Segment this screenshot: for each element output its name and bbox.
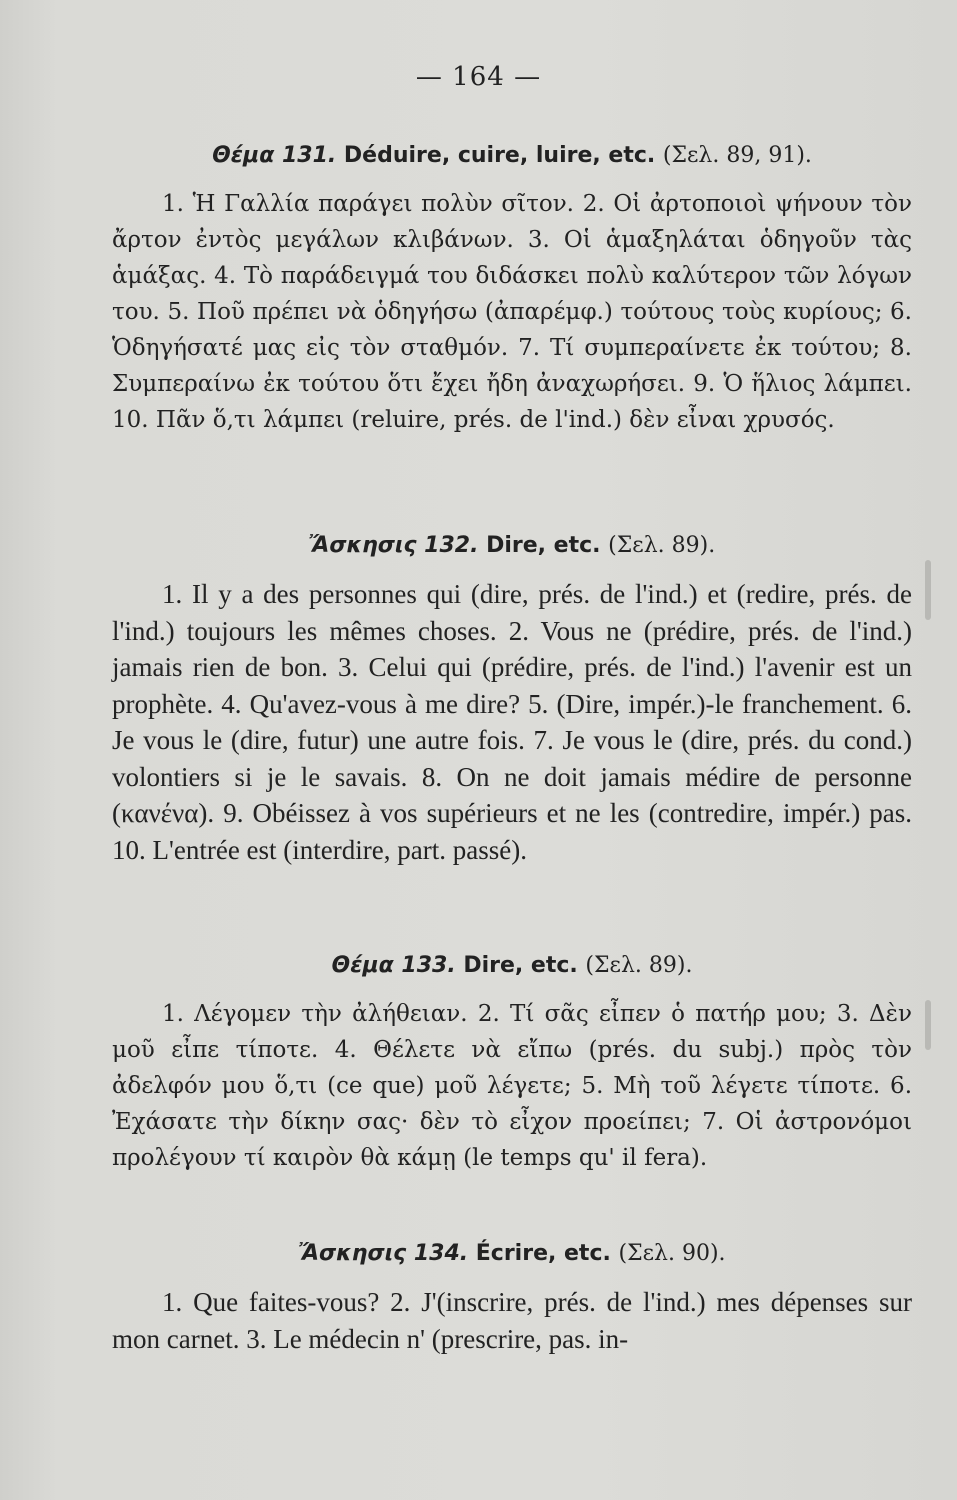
section-heading	[112, 530, 912, 558]
section-heading	[112, 1238, 912, 1266]
exercise-text: 1. Λέγομεν τὴν ἀλήθειαν. 2. Τί σᾶς εἶπεν ὁ πατήρ μου; 3. Δὲν μοῦ εἶπε τίποτε. 4. Θέλετε νὰ εἴπω (prés. du subj.) πρὸς τὸν ἀδελφόν μου ὅ,τι (ce que) μοῦ λέγετε; 5. Μὴ τοῦ λέγετε τίποτε. 6. Ἐχάσατε τὴν δίκην σας· δὲν τὸ εἶχον προείπει; 7. Οἱ ἀστρονόμοι προλέγουν τί καιρὸν θὰ κάμῃ (le temps qu' il fera).	[112, 1001, 912, 1171]
section-number: 134.	[413, 1241, 469, 1266]
section-number: 132.	[424, 533, 479, 558]
section-page-ref: (Σελ. 90).	[618, 1241, 726, 1266]
section-kind: Ἄσκησις	[298, 1241, 407, 1266]
section-kind: Θέμα	[212, 143, 275, 168]
section-heading	[112, 140, 912, 168]
section-kind: Θέμα	[331, 953, 394, 978]
section-theme-133	[112, 950, 912, 1176]
scan-edge-mark	[925, 560, 931, 620]
section-exercise-134	[112, 1238, 912, 1357]
exercise-text: 1. Que faites-vous? 2. J'(inscrire, prés. de l'ind.) mes dépenses sur mon carnet. 3. Le médecin n' (prescrire, pas. in-	[112, 1287, 912, 1354]
exercise-text: 1. Il y a des personnes qui (dire, prés. de l'ind.) et (redire, prés. de l'ind.) toujours les mêmes choses. 2. Vous ne (prédire, prés. de l'ind.) jamais rien de bon. 3. Celui qui (prédire, prés. de l'ind.) l'avenir est un prophète. 4. Qu'avez-vous à me dire? 5. (Dire, impér.)-le franchement. 6. Je vous le (dire, futur) une autre fois. 7. Je vous le (dire, prés. du cond.) volontiers si je le savais. 8. On ne doit jamais médire de personne (κανένα). 9. Obéissez à vos supérieurs et ne les (contredire, impér.) pas. 10. L'entrée est (interdire, part. passé).	[112, 579, 912, 865]
section-title: Dire, etc.	[486, 533, 601, 558]
section-page-ref: (Σελ. 89).	[608, 533, 716, 558]
section-number: 131.	[282, 143, 337, 168]
exercise-text: 1. Ἡ Γαλλία παράγει πολὺν σῖτον. 2. Οἱ ἀρτοποιοὶ ψήνουν τὸν ἄρτον ἐντὸς μεγάλων κλιβάνων. 3. Οἱ ἁμαξηλάται ὁδηγοῦν τὰς ἁμάξας. 4. Τὸ παράδειγμά του διδάσκει πολὺ καλύτερον τῶν λόγων του. 5. Ποῦ πρέπει νὰ ὁδηγήσω (ἀπαρέμφ.) τούτους τοὺς κυρίους; 6. Ὁδηγήσατέ μας εἰς τὸν σταθμόν. 7. Τί συμπεραίνετε ἐκ τούτου; 8. Συμπεραίνω ἐκ τούτου ὅτι ἔχει ἤδη ἀναχωρήσει. 9. Ὁ ἥλιος λάμπει. 10. Πᾶν ὅ,τι λάμπει (reluire, prés. de l'ind.) δὲν εἶναι χρυσός.	[112, 191, 912, 433]
section-page-ref: (Σελ. 89).	[585, 953, 693, 978]
section-number: 133.	[401, 953, 456, 978]
section-heading	[112, 950, 912, 978]
section-theme-131	[112, 140, 912, 438]
section-title: Déduire, cuire, luire, etc.	[343, 143, 656, 168]
page-number: — 164 —	[415, 62, 542, 92]
section-title: Dire, etc.	[463, 953, 578, 978]
section-page-ref: (Σελ. 89, 91).	[662, 143, 812, 168]
section-title: Écrire, etc.	[475, 1241, 611, 1266]
section-kind: Ἄσκησις	[308, 533, 417, 558]
section-exercise-132	[112, 530, 912, 868]
scan-edge-mark	[925, 1000, 931, 1050]
